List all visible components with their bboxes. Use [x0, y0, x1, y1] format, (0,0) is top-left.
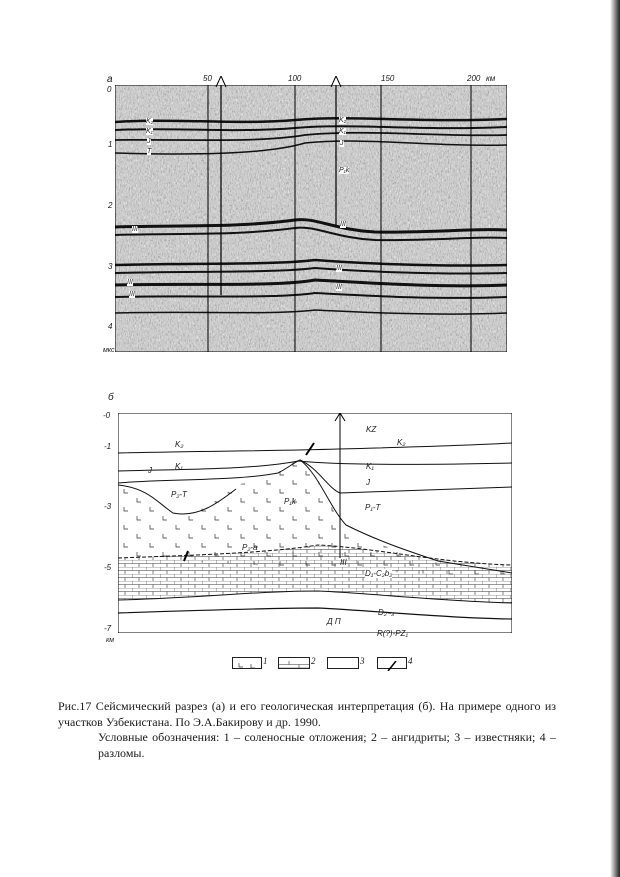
y-tick-0: 0: [107, 85, 112, 94]
legend-label-1: 1: [263, 656, 268, 666]
geo-label-p2a: P₂-a: [242, 543, 258, 552]
figure-caption: [58, 699, 556, 761]
geo-label-d23: D₂₋₃: [378, 608, 395, 617]
legend-label-4: 4: [408, 656, 413, 666]
seis-label-iii-3: III: [129, 291, 135, 298]
y-tick-4: 4: [108, 322, 113, 331]
y-tick-b-1: -1: [104, 442, 112, 451]
caption-legend: Условные обозначения: 1 – соленосные отложения; 2 – ангидриты; 3 – известняки; 4 – разломы.: [98, 730, 556, 760]
seis-label-k1-mid: K₁: [339, 128, 346, 135]
panel-b-letter: б: [108, 392, 114, 403]
y-tick-b-7: -7: [104, 624, 112, 633]
geo-label-iii: III: [340, 558, 347, 567]
x-tick-50: 50: [203, 74, 212, 83]
legend-swatch-salt: [232, 657, 262, 669]
panel-a-letter: а: [107, 74, 113, 85]
y-tick-3: 3: [108, 262, 113, 271]
geo-label-dd: Д П: [327, 617, 341, 626]
geo-label-k1-left: K₁: [175, 462, 183, 471]
seis-label-k2-mid: K₂: [339, 117, 347, 124]
shotpoint-arrow-left: [215, 76, 227, 88]
seis-label-j-mid: J: [340, 140, 344, 147]
geo-label-k2-right: K₂: [397, 438, 406, 447]
legend-swatch-anhydrite: [278, 657, 310, 669]
geo-label-p1t: P₁-T: [365, 503, 381, 512]
geo-label-j-right: J: [366, 478, 370, 487]
geo-label-p2t: P₂-T: [171, 490, 187, 499]
legend-label-3: 3: [360, 656, 365, 666]
geo-label-j-left: J: [148, 466, 152, 475]
x-tick-150: 150: [381, 74, 395, 83]
seis-label-iii-mid-3: III: [336, 284, 342, 291]
y-tick-2: 2: [108, 201, 113, 210]
caption-main: Рис.17 Сейсмический разрез (а) и его геологическая интерпретация (б). На примере одного из участков Узбекистана. По Э.А.Бакирову и др. 1990.: [58, 699, 556, 729]
geo-label-k2-left: K₂: [175, 440, 184, 449]
seismic-section: [115, 85, 507, 352]
scan-edge: [610, 0, 620, 877]
y-tick-b-0: -0: [103, 411, 111, 420]
seis-label-t-left: T: [147, 148, 152, 155]
legend-swatch-fault: [377, 657, 407, 669]
legend-swatch-limestone: [327, 657, 359, 669]
x-tick-200: 200: [467, 74, 481, 83]
y-unit-mks: мкс: [103, 347, 115, 354]
seis-label-iii-2: III: [127, 279, 133, 286]
seis-label-j-left: J: [147, 138, 151, 145]
shotpoint-arrow-mid: [330, 76, 342, 88]
y-unit-km-b: км: [106, 637, 115, 644]
seis-label-k1-left: K₁: [146, 128, 153, 135]
geo-label-kz: KZ: [366, 425, 377, 434]
geo-label-k1-right: K₁: [366, 462, 374, 471]
seis-label-iii-1: III: [132, 226, 138, 233]
geo-label-rpz: R(?)-PZ₁: [377, 629, 408, 638]
seis-label-iii-mid-2: III: [336, 265, 342, 272]
legend-label-2: 2: [311, 656, 316, 666]
geo-label-d1c2b2: D₁-C₂b₂: [365, 569, 393, 578]
seis-label-p1k-mid: P₁k: [339, 167, 350, 174]
y-tick-1: 1: [108, 140, 113, 149]
y-tick-b-5: -5: [104, 563, 112, 572]
geo-label-p1k: P₁k: [284, 497, 296, 506]
seis-label-iii-mid-1: III: [340, 221, 346, 228]
x-unit-km: км: [486, 74, 496, 83]
y-tick-b-3: -3: [104, 502, 112, 511]
seis-label-k2-left: K₂: [146, 118, 154, 125]
x-tick-100: 100: [288, 74, 302, 83]
